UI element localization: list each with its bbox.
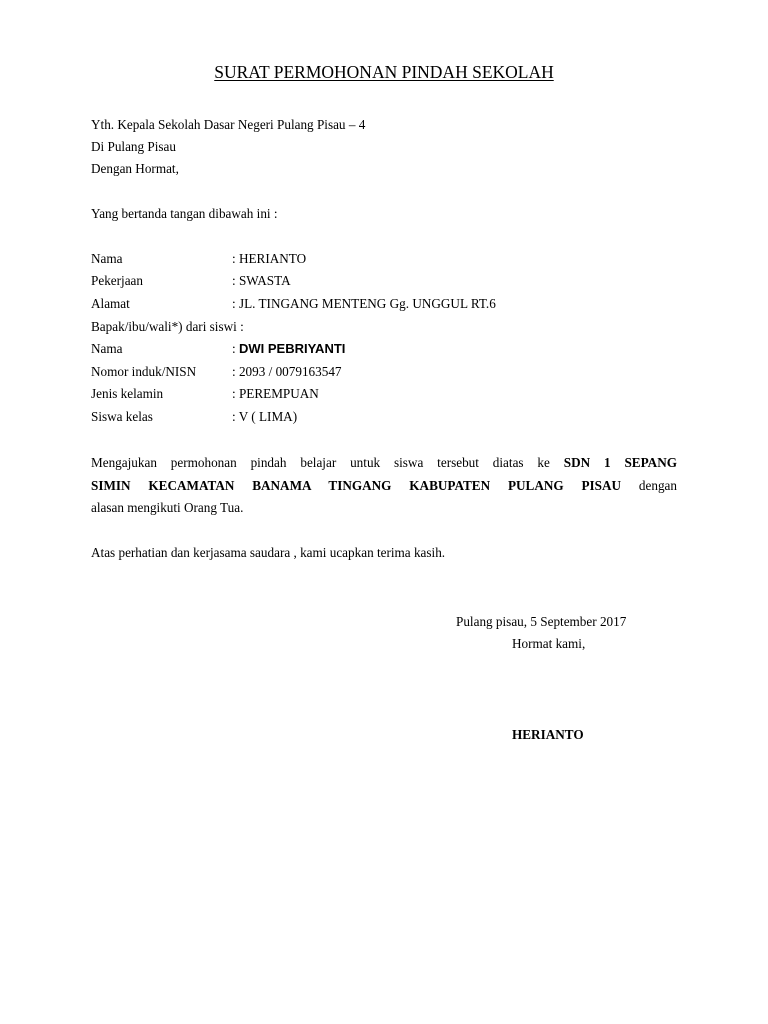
parent-name-label: Nama <box>91 251 123 266</box>
body-line-3: alasan mengikuti Orang Tua. <box>91 500 244 515</box>
student-nisn-value: : 2093 / 0079163547 <box>232 364 342 379</box>
parent-name-value: : HERIANTO <box>232 251 307 266</box>
student-name-colon: : <box>232 341 239 356</box>
body-line-1 <box>91 452 677 475</box>
body-line-2 <box>91 475 677 498</box>
letter-title: SURAT PERMOHONAN PINDAH SEKOLAH <box>214 62 554 82</box>
student-class-label: Siswa kelas <box>91 409 153 424</box>
place-date: Pulang pisau, 5 September 2017 <box>456 614 627 629</box>
body-text-2: dengan <box>621 477 677 493</box>
student-intro: Bapak/ibu/wali*) dari siswi : <box>91 319 244 334</box>
parent-job-value: : SWASTA <box>232 273 291 288</box>
parent-address-label: Alamat <box>91 296 130 311</box>
recipient-line: Yth. Kepala Sekolah Dasar Negeri Pulang Pisau – 4 <box>91 117 366 132</box>
closing-text: Hormat kami, <box>512 636 586 651</box>
destination-school-b: SIMIN KECAMATAN BANAMA TINGANG KABUPATEN PULANG PISAU <box>91 477 622 493</box>
thanks-text: Atas perhatian dan kerjasama saudara , kami ucapkan terima kasih. <box>91 545 446 560</box>
signer-name: HERIANTO <box>512 727 584 742</box>
student-name-label: Nama <box>91 341 123 356</box>
student-gender-label: Jenis kelamin <box>91 386 164 401</box>
destination-school-a: SDN 1 SEPANG <box>563 455 677 470</box>
student-name-field <box>232 341 345 357</box>
student-name-value: DWI PEBRIYANTI <box>238 341 346 356</box>
parent-job-label: Pekerjaan <box>91 273 143 288</box>
student-gender-value: : PEREMPUAN <box>232 386 319 401</box>
parent-address-value: : JL. TINGANG MENTENG Gg. UNGGUL RT.6 <box>232 296 496 311</box>
student-class-value: : V ( LIMA) <box>232 409 298 424</box>
intro-text: Yang bertanda tangan dibawah ini : <box>91 206 278 221</box>
greeting: Dengan Hormat, <box>91 161 179 176</box>
student-nisn-label: Nomor induk/NISN <box>91 364 197 379</box>
body-text-1: Mengajukan permohonan pindah belajar untuk siswa tersebut diatas ke <box>91 455 564 470</box>
recipient-location: Di Pulang Pisau <box>91 139 176 154</box>
body-paragraph <box>91 452 677 520</box>
